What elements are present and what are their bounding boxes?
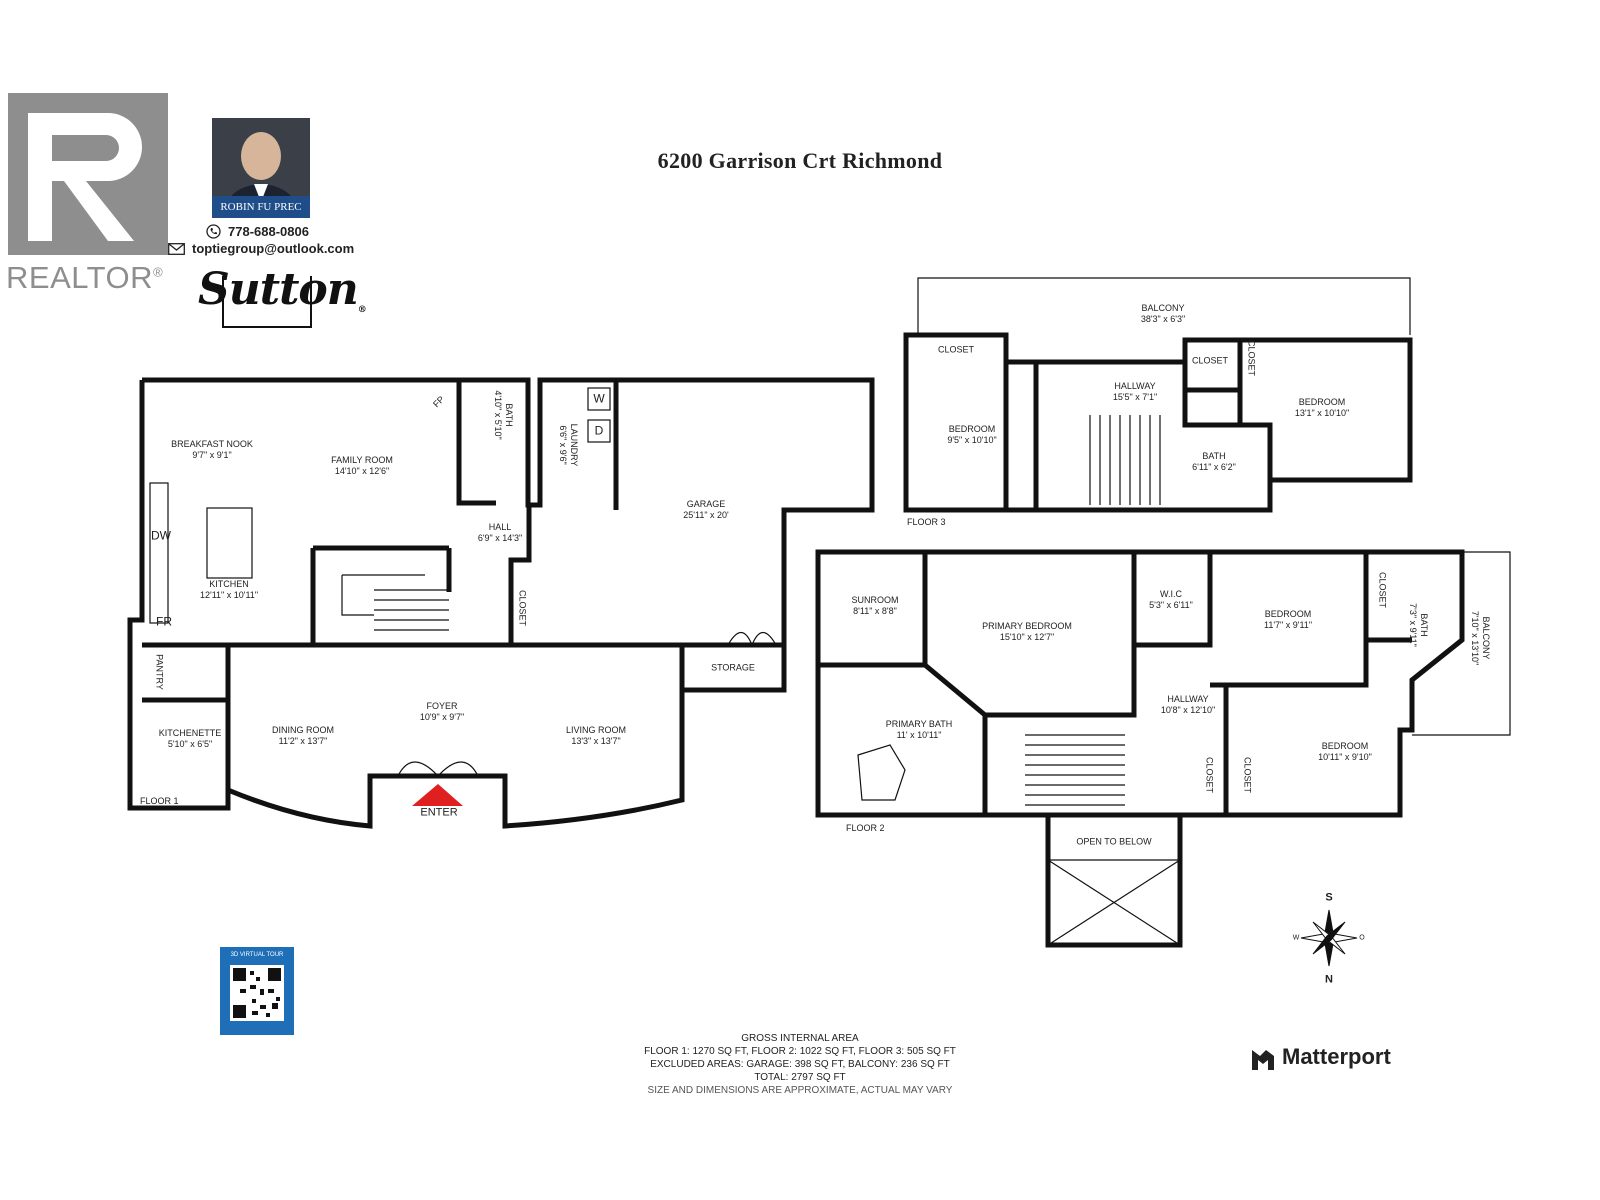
room-foyer: FOYER 10'9" x 9'7": [419, 701, 465, 722]
page-title: 6200 Garrison Crt Richmond: [657, 148, 943, 173]
virtual-tour-label: 3D VIRTUAL TOUR: [230, 952, 284, 958]
closet-floor2-top: CLOSET: [1377, 571, 1388, 609]
closet-floor3-left: CLOSET: [937, 344, 975, 355]
room-hall: HALL 6'9" x 14'3": [477, 522, 523, 543]
fridge-label: FR: [156, 614, 172, 629]
room-sunroom: SUNROOM 8'11" x 8'8": [851, 595, 899, 616]
floor-1-label: FLOOR 1: [140, 796, 179, 806]
area-heading: GROSS INTERNAL AREA: [741, 1033, 859, 1044]
closet-floor2-left: CLOSET: [1204, 756, 1215, 794]
room-bedroom-floor3-right: BEDROOM 13'1" x 10'10": [1294, 397, 1350, 418]
agent-email[interactable]: toptiegroup@outlook.com: [192, 241, 355, 256]
room-balcony-floor2: BALCONY 7'10" x 13'10": [1470, 610, 1491, 666]
room-bath-floor2: BATH 7'3" x 9'11": [1408, 603, 1429, 647]
matterport-logo: Matterport: [1282, 1044, 1391, 1069]
matterport-icon: [1250, 1046, 1276, 1077]
compass-icon: [1301, 910, 1357, 966]
room-dining-room: DINING ROOM 11'2" x 13'7": [272, 725, 334, 746]
closet-floor2-right: CLOSET: [1242, 756, 1253, 794]
agent-name: ROBIN FU PREC: [212, 196, 310, 218]
room-bath-floor1: BATH 4'10" x 5'10": [493, 390, 514, 440]
compass-south: S: [1325, 891, 1333, 904]
realtor-wordmark: REALTOR®: [6, 260, 164, 295]
area-note: SIZE AND DIMENSIONS ARE APPROXIMATE, ACTUAL MAY VARY: [647, 1085, 953, 1096]
room-bedroom-floor2-top: BEDROOM 11'7" x 9'11": [1263, 609, 1313, 630]
brokerage-logo: Sutton®: [198, 264, 366, 315]
floor-3-label: FLOOR 3: [907, 517, 946, 527]
room-kitchen: KITCHEN 12'11" x 10'11": [199, 579, 259, 600]
room-garage: GARAGE 25'11" x 20': [683, 499, 729, 520]
room-pantry: PANTRY: [154, 654, 165, 690]
compass-north: N: [1325, 973, 1333, 986]
room-living-room: LIVING ROOM 13'3" x 13'7": [565, 725, 627, 746]
closet-floor3-middle: CLOSET: [1191, 355, 1229, 366]
area-total: TOTAL: 2797 SQ FT: [754, 1072, 846, 1083]
area-excluded: EXCLUDED AREAS: GARAGE: 398 SQ FT, BALCONY: 236 SQ FT: [650, 1059, 950, 1070]
agent-phone[interactable]: 778-688-0806: [228, 224, 309, 239]
compass-east: O: [1359, 934, 1365, 942]
qr-code-icon: [220, 947, 294, 1035]
closet-floor1: CLOSET: [517, 589, 528, 627]
room-kitchenette: KITCHENETTE 5'10" x 6'5": [158, 728, 222, 749]
room-storage: STORAGE: [711, 662, 755, 673]
room-bedroom-floor2-bottom: BEDROOM 10'11" x 9'10": [1318, 741, 1372, 762]
room-walk-in-closet: W.I.C 5'3" x 6'11": [1149, 589, 1193, 610]
washer-label: W: [593, 391, 605, 406]
room-hallway-floor3: HALLWAY 15'5" x 7'1": [1112, 381, 1158, 402]
room-breakfast-nook: BREAKFAST NOOK 9'7" x 9'1": [171, 439, 253, 460]
room-laundry: LAUNDRY 6'6" x 9'6": [558, 423, 579, 467]
floor-2-label: FLOOR 2: [846, 823, 885, 833]
enter-arrow-icon: [412, 784, 463, 806]
room-balcony-floor3: BALCONY 38'3" x 6'3": [1140, 303, 1186, 324]
room-bath-floor3: BATH 6'11" x 6'2": [1192, 451, 1236, 472]
room-bedroom-floor3-left: BEDROOM 9'5" x 10'10": [947, 424, 997, 445]
open-to-below: OPEN TO BELOW: [1076, 836, 1152, 847]
room-family-room: FAMILY ROOM 14'10" x 12'6": [331, 455, 393, 476]
virtual-tour-card[interactable]: [220, 947, 294, 1035]
area-floors: FLOOR 1: 1270 SQ FT, FLOOR 2: 1022 SQ FT, FLOOR 3: 505 SQ FT: [644, 1046, 956, 1057]
room-hallway-floor2: HALLWAY 10'8" x 12'10": [1160, 694, 1216, 715]
closet-floor3-right: CLOSET: [1246, 339, 1257, 377]
room-primary-bath: PRIMARY BATH 11' x 10'11": [885, 719, 953, 740]
dishwasher-label: DW: [151, 528, 171, 543]
compass-west: W: [1292, 934, 1300, 942]
fireplace-label: FP: [431, 394, 447, 410]
dryer-label: D: [594, 423, 604, 438]
room-primary-bedroom: PRIMARY BEDROOM 15'10" x 12'7": [982, 621, 1072, 642]
enter-label: ENTER: [420, 806, 458, 819]
